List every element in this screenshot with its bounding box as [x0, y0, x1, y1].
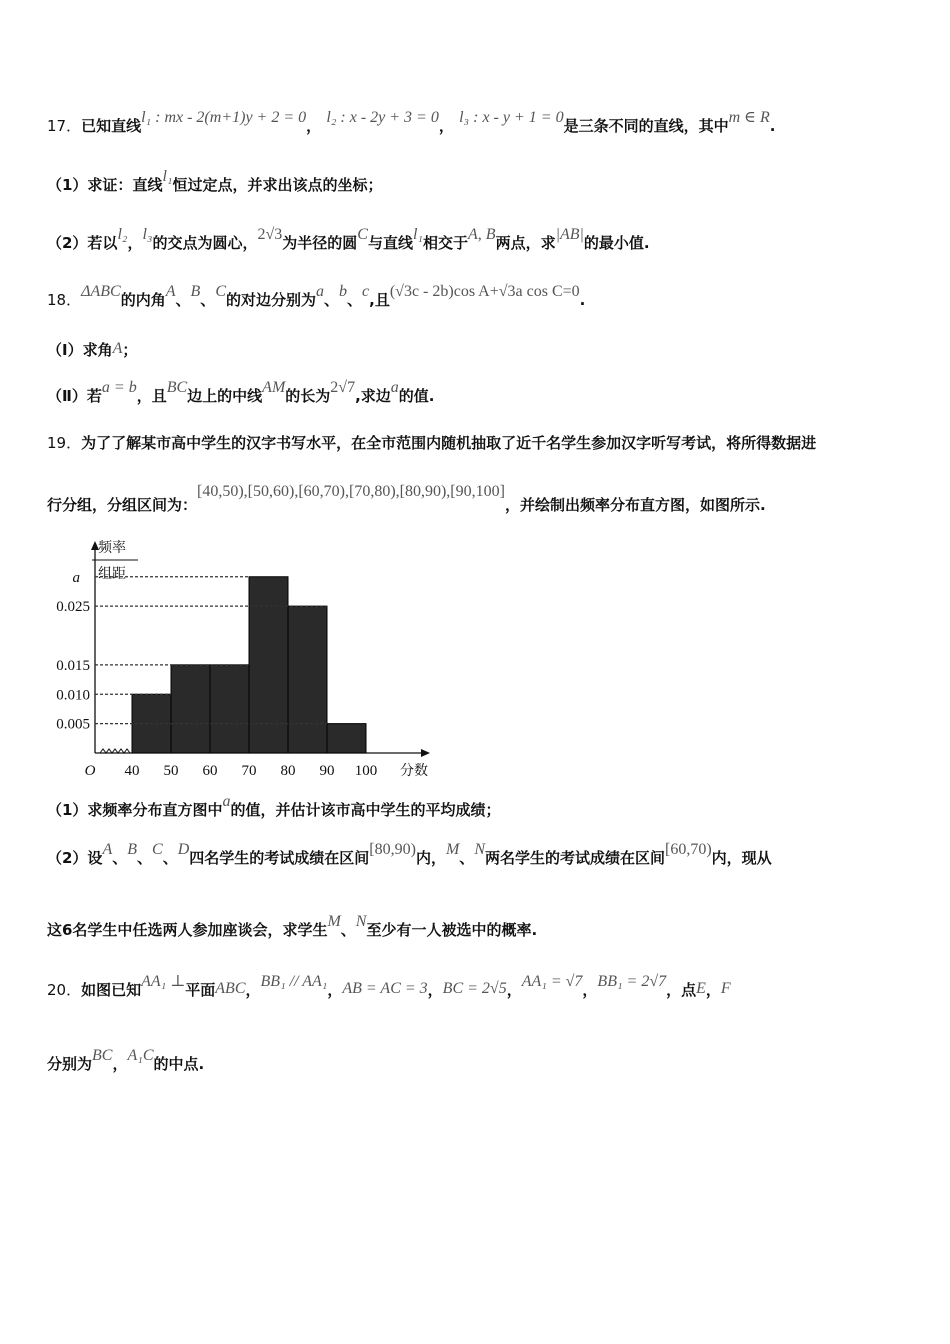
y-tick-label: 0.015	[56, 657, 90, 674]
q19-stem-line1: 19．为了了解某市高中学生的汉字书写水平，在全市范围内随机抽取了近千名学生参加汉字听写考试，将所得数据进	[47, 434, 817, 452]
q18-stem: 18．ΔABC的内角A、B、C的对边分别为a、b、c,且(√3c - 2b)cos A+√3a cos C=0.	[47, 283, 586, 309]
q17-stem: 17．已知直线l₁ : mx - 2(m+1)y + 2 = 0， l₂ : x - 2y + 3 = 0， l₃ : x - y + 1 = 0是三条不同的直线，其中m ∈ R.	[47, 109, 776, 135]
x-axis-arrow	[421, 749, 430, 757]
y-tick-label: a	[72, 569, 80, 586]
histogram-bar	[171, 665, 210, 753]
histogram-bar	[249, 577, 288, 753]
q20-stem-line1: 20．如图已知AA₁ ⊥平面ABC，BB₁ // AA₁，AB = AC = 3，BC = 2√5，AA₁ = √7，BB₁ = 2√7，点E，F	[47, 973, 731, 999]
histogram-bar	[327, 724, 366, 753]
q17-number: 17．	[47, 117, 82, 135]
x-tick-label: 100	[354, 763, 378, 779]
origin-label: O	[84, 763, 96, 779]
x-tick-label: 60	[202, 763, 218, 779]
line-l2-equation: l₂ : x - 2y + 3 = 0	[326, 109, 439, 126]
y-tick-label: 0.005	[56, 716, 90, 733]
line-l3-equation: l₃ : x - y + 1 = 0	[459, 109, 564, 126]
q20-number: 20．	[47, 981, 82, 999]
q18-number: 18．	[47, 291, 82, 309]
x-tick-label: 90	[319, 763, 335, 779]
m-condition: m ∈ R	[728, 109, 770, 126]
y-tick-label: 0.025	[56, 599, 90, 616]
x-tick-label: 50	[163, 763, 179, 779]
x-tick-label: 80	[280, 763, 296, 779]
q19-number: 19．	[47, 434, 82, 452]
q19-stem-line2: 行分组，分组区间为：[40,50),[50,60),[60,70),[70,80),[80,90),[90,100]，并绘制出频率分布直方图，如图所示.	[47, 483, 766, 514]
q20-stem-line2: 分别为BC，A₁C的中点.	[47, 1047, 205, 1073]
q17-part2: （2）若以l₂，l₃的交点为圆心，2√3为半径的圆C与直线l₁相交于A, B两点，求|AB|的最小值.	[47, 226, 650, 252]
histogram-bar	[210, 665, 249, 753]
y-axis-label-bottom: 组距	[98, 566, 126, 582]
q18-equation: (√3c - 2b)cos A+√3a cos C=0	[389, 283, 580, 300]
line-l1-equation: l₁ : mx - 2(m+1)y + 2 = 0	[141, 109, 307, 126]
frequency-histogram	[40, 535, 440, 785]
x-axis-label: 分数	[400, 763, 428, 779]
q19-part1: （1）求频率分布直方图中a的值，并估计该市高中学生的平均成绩；	[47, 793, 501, 819]
histogram-bar	[288, 606, 327, 753]
q18-part2: （Ⅱ）若a = b，且BC边上的中线AM的长为2√7,求边a的值.	[47, 379, 435, 405]
x-tick-label: 70	[241, 763, 257, 779]
q19-part2-line2: 这6名学生中任选两人参加座谈会，求学生M、N至少有一人被选中的概率.	[47, 913, 538, 939]
y-axis-label-top: 频率	[98, 540, 126, 556]
x-tick-label: 40	[124, 763, 140, 779]
q19-intervals: [40,50),[50,60),[60,70),[70,80),[80,90),[90,100]	[197, 483, 505, 500]
q17-part1: （1）求证：直线l₁恒过定点，并求出该点的坐标；	[47, 168, 383, 194]
y-tick-label: 0.010	[56, 687, 90, 704]
q19-part2-line1: （2）设A、B、C、D四名学生的考试成绩在区间[80,90)内，M、N两名学生的考试成绩在区间[60,70)内，现从	[47, 841, 772, 867]
q18-part1: （Ⅰ）求角A；	[47, 340, 138, 359]
